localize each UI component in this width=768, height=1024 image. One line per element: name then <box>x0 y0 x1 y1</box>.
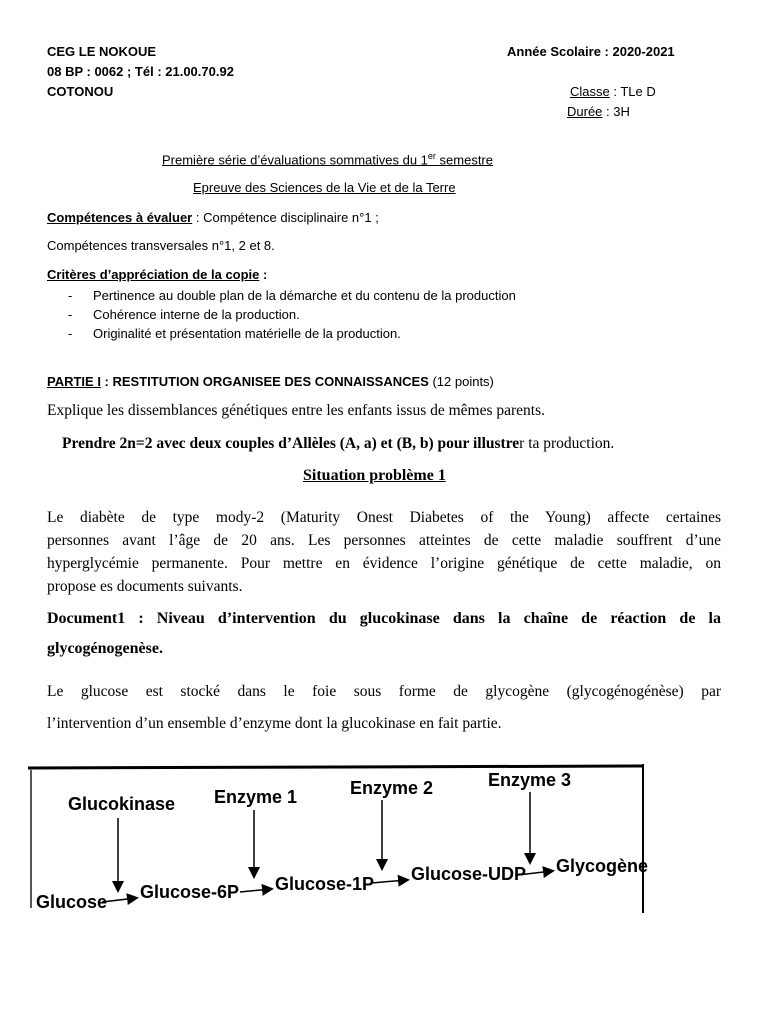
partie1-heading <box>47 374 494 389</box>
criteria-list <box>68 286 516 343</box>
criteria-item-text: Pertinence au double plan de la démarche et du contenu de la production <box>93 288 516 303</box>
class-label: Classe <box>570 84 610 99</box>
class-info <box>570 84 656 99</box>
situation-line: propose es documents suivants. <box>47 578 243 595</box>
chain-arrow <box>102 898 136 902</box>
chain-arrow <box>240 889 271 892</box>
partie1-label: PARTIE I <box>47 374 101 389</box>
partie1-hint-bold: Prendre 2n=2 avec deux couples d’Allèles (A, a) et (B, b) pour illustre <box>62 435 520 452</box>
chain-substrate: Glucose-UDP <box>411 864 527 884</box>
school-year: Année Scolaire : 2020-2021 <box>507 44 675 59</box>
class-value: : TLe D <box>609 84 656 99</box>
chain-substrate: Glucose-1P <box>275 874 375 894</box>
enzyme-label: Enzyme 2 <box>350 778 434 798</box>
competences-line <box>47 210 379 225</box>
competences-label: Compétences à évaluer <box>47 210 193 225</box>
situation-line: personnes avant l’âge de 20 ans. Les personnes atteintes de cette maladie souffrent d’une <box>47 532 721 549</box>
partie1-points: (12 points) <box>428 374 494 389</box>
school-city: COTONOU <box>47 84 114 99</box>
partie1-title: : RESTITUTION ORGANISEE DES CONNAISSANCES <box>100 374 429 389</box>
criteria-item: - Pertinence au double plan de la démarche et du contenu de la production <box>68 288 516 303</box>
criteria-heading <box>47 267 267 282</box>
partie1-hint-rest: r ta production. <box>519 435 615 452</box>
criteria-colon: : <box>259 267 268 282</box>
criteria-item-text: Cohérence interne de la production. <box>93 307 300 322</box>
series-title-text: Première série d’évaluations sommatives du 1 <box>162 152 428 168</box>
enzyme-label: Enzyme 1 <box>214 787 298 807</box>
enzyme-label: Enzyme 3 <box>488 770 572 790</box>
criteria-item: - Cohérence interne de la production. <box>68 307 300 322</box>
duration-label: Durée <box>567 104 603 119</box>
school-name: CEG LE NOKOUE <box>47 44 157 59</box>
series-title-sup: er <box>427 151 436 161</box>
criteria-item: - Originalité et présentation matérielle de la production. <box>68 326 401 341</box>
series-title-end: semestre <box>435 152 493 168</box>
criteria-item-text: Originalité et présentation matérielle de la production. <box>93 326 401 341</box>
document1-text: Le glucose est stocké dans le foie sous forme de glycogène (glycogénogénèse) par <box>47 683 721 700</box>
chain-substrate: Glucose <box>36 892 108 912</box>
situation-title: Situation problème 1 <box>303 467 446 484</box>
competences-transversal: Compétences transversales n°1, 2 et 8. <box>47 238 275 253</box>
duration-info <box>567 104 630 119</box>
document1-title: Document1 : Niveau d’intervention du glucokinase dans la chaîne de réaction de la <box>47 610 721 627</box>
situation-line: hyperglycémie permanente. Pour mettre en évidence l’origine génétique de cette maladie, on <box>47 555 721 572</box>
duration-value: : 3H <box>602 104 630 119</box>
chain-arrow <box>371 880 407 883</box>
series-title <box>162 151 493 167</box>
chain-substrate: Glucose-6P <box>140 882 240 902</box>
partie1-question: Explique les dissemblances génétiques entre les enfants issus de mêmes parents. <box>47 402 546 419</box>
school-address: 08 BP : 0062 ; Tél : 21.00.70.92 <box>47 64 234 79</box>
partie1-hint <box>62 435 614 453</box>
exam-title: Epreuve des Sciences de la Vie et de la Terre <box>193 180 456 195</box>
situation-line: Le diabète de type mody-2 (Maturity Onest Diabetes of the Young) affecte certaines <box>47 509 721 526</box>
competences-value: : Compétence disciplinaire n°1 ; <box>192 210 379 225</box>
criteria-label: Critères d’appréciation de la copie <box>47 267 260 282</box>
document1-text-cont: l’intervention d’un ensemble d’enzyme dont la glucokinase en fait partie. <box>47 715 502 732</box>
enzyme-label: Glucokinase <box>68 794 176 814</box>
diagram-top-edge <box>28 766 643 768</box>
glycogenesis-diagram <box>28 758 650 918</box>
document1-title-cont: glycogénogenèse. <box>47 640 163 657</box>
chain-substrate: Glycogène <box>556 856 649 876</box>
